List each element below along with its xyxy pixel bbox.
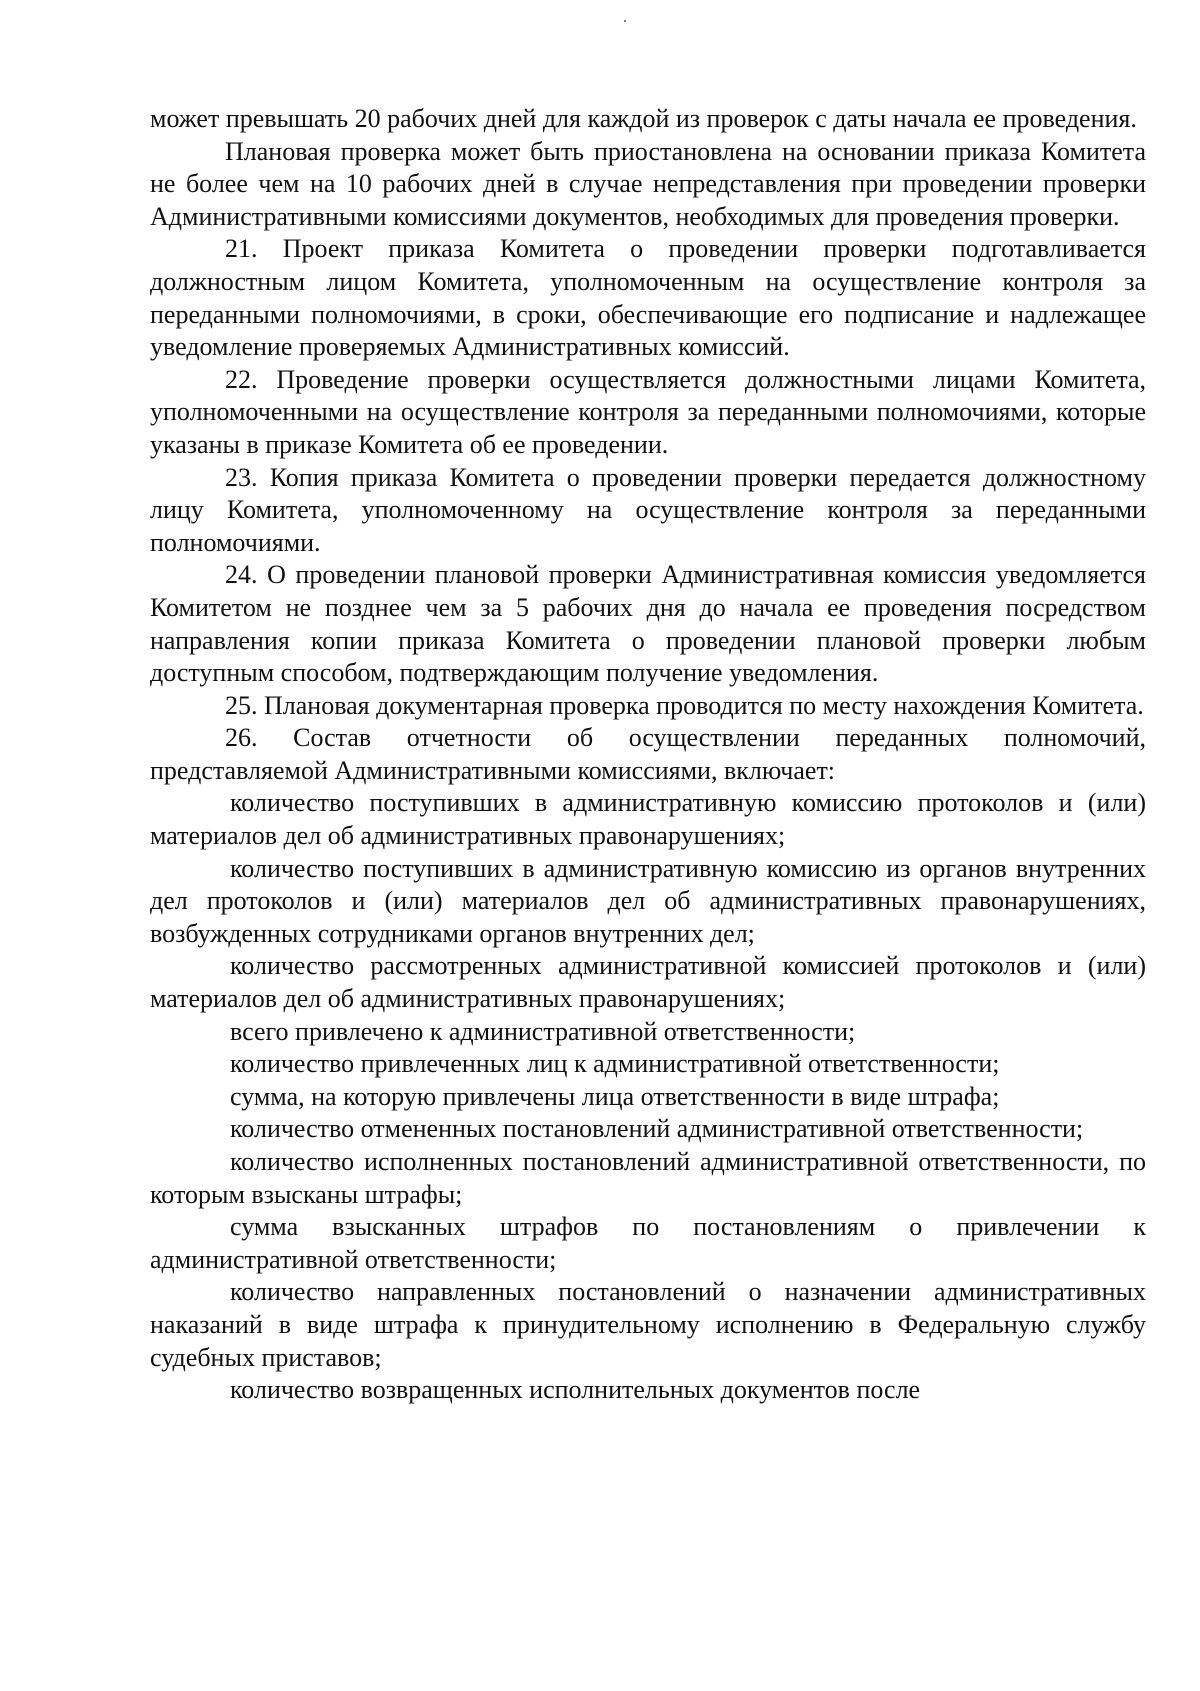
- paragraph-24: 24. О проведении плановой проверки Административная комиссия уведомляется Комитетом не позднее чем за 5 рабочих дня до начала ее проведения посредством направления копии приказа Комитета о проведении плановой проверки любым доступным способом, подтверждающим получение уведомления.: [150, 560, 1146, 688]
- list-item: количество возвращенных исполнительных документов после: [230, 1375, 921, 1405]
- scan-speck: [624, 20, 626, 22]
- document-body: [150, 103, 1146, 1407]
- list-item: сумма, на которую привлечены лица ответственности в виде штрафа;: [230, 1081, 1000, 1111]
- list-item: количество рассмотренных административной комиссией протоколов и (или) материалов дел об административных правонарушениях;: [150, 951, 1146, 1014]
- paragraph-22: 22. Проведение проверки осуществляется должностными лицами Комитета, уполномоченными на осуществление контроля за переданными полномочиями, которые указаны в приказе Комитета об ее проведении.: [150, 364, 1146, 459]
- list-item: сумма взысканных штрафов по постановлениям о привлечении к административной ответственности;: [150, 1212, 1146, 1274]
- paragraph-21: 21. Проект приказа Комитета о проведении проверки подготавливается должностным лицом Комитета, уполномоченным на осуществление контроля за переданными полномочиями, в сроки, обеспечивающие его подписание и надлежащее уведомление проверяемых Административных комиссий.: [150, 234, 1146, 362]
- list-item: количество привлеченных лиц к административной ответственности;: [230, 1049, 1000, 1079]
- paragraph-suspension: Плановая проверка может быть приостановлена на основании приказа Комитета не более чем на 10 рабочих дней в случае непредставления при проведении проверки Административными комиссиями документов, необходимых для проведения проверки.: [150, 136, 1146, 231]
- paragraph-26: 26. Состав отчетности об осуществлении переданных полномочий, представляемой Административными комиссиями, включает:: [150, 723, 1146, 785]
- list-item: количество направленных постановлений о назначении административных наказаний в виде штрафа к принудительному исполнению в Федеральную службу судебных приставов;: [150, 1277, 1146, 1372]
- list-item: всего привлечено к административной ответственности;: [230, 1016, 856, 1046]
- paragraph-continuation: может превышать 20 рабочих дней для каждой из проверок с даты начала ее проведения.: [150, 104, 1137, 133]
- paragraph-23: 23. Копия приказа Комитета о проведении проверки передается должностному лицу Комитета, уполномоченному на осуществление контроля за переданными полномочиями.: [150, 462, 1146, 557]
- list-item: количество поступивших в административную комиссию протоколов и (или) материалов дел об административных правонарушениях;: [150, 788, 1146, 851]
- list-item: количество отмененных постановлений административной ответственности;: [230, 1114, 1084, 1144]
- list-item: количество исполненных постановлений административной ответственности, по которым взысканы штрафы;: [150, 1147, 1146, 1209]
- paragraph-25: 25. Плановая документарная проверка проводится по месту нахождения Комитета.: [225, 690, 1144, 720]
- list-item: количество поступивших в административную комиссию из органов внутренних дел протоколов и (или) материалов дел об административных правонарушениях, возбужденных сотрудниками органов внутренних дел;: [150, 853, 1146, 948]
